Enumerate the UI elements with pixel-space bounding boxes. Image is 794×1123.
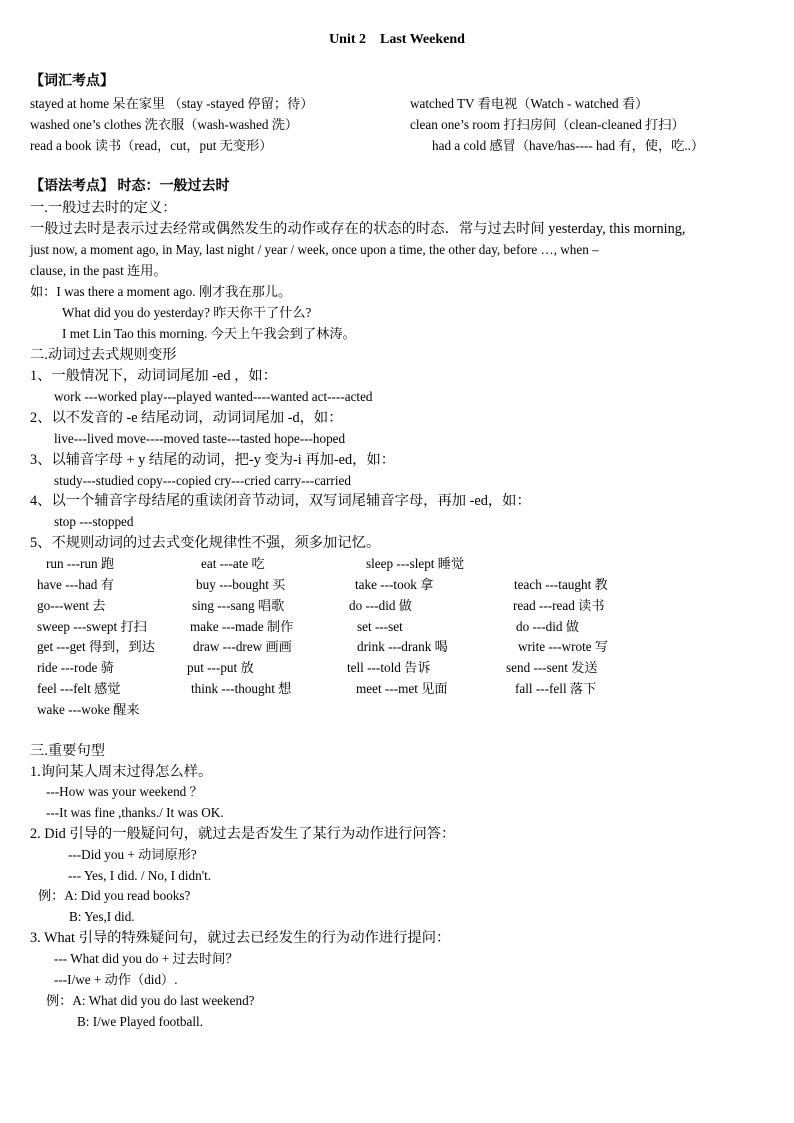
pattern-line: ---I/we + 动作（did）. <box>54 972 178 987</box>
verb-cell: have ---had 有 <box>37 577 114 592</box>
verb-cell: write ---wrote 写 <box>518 639 609 654</box>
verb-cell: go---went 去 <box>37 598 106 613</box>
verb-cell: tell ---told 告诉 <box>347 660 431 675</box>
vocab-item: clean one’s room 打扫房间（clean-cleaned 打扫） <box>410 117 685 132</box>
rule-line: 3、以辅音字母 + y 结尾的动词，把-y 变为-i 再加-ed，如： <box>30 452 396 468</box>
verb-cell: put ---put 放 <box>187 660 254 675</box>
pattern-line: ---It was fine ,thanks./ It was OK. <box>46 805 224 820</box>
verb-cell: teach ---taught 教 <box>514 577 608 592</box>
rule-line: 4、以一个辅音字母结尾的重读闭音节动词，双写词尾辅音字母，再加 -ed，如： <box>30 493 531 509</box>
verb-cell: wake ---woke 醒来 <box>37 702 140 717</box>
verb-cell: ride ---rode 骑 <box>37 660 114 675</box>
verb-cell: meet ---met 见面 <box>356 681 448 696</box>
verb-cell: run ---run 跑 <box>46 556 115 571</box>
pattern-line: --- Yes, I did. / No, I didn't. <box>68 868 212 883</box>
section-title: 一.一般过去时的定义： <box>30 200 177 216</box>
pattern-line: ---Did you + 动词原形? <box>68 847 197 862</box>
pattern-line: --- What did you do + 过去时间？ <box>54 951 239 966</box>
rule-example: stop ---stopped <box>54 514 134 529</box>
definition-line: just now, a moment ago, in May, last night / year / week, once upon a time, the other day, before …, when – <box>30 242 599 257</box>
example-line: I met Lin Tao this morning. 今天上午我会到了林涛。 <box>62 326 356 341</box>
pattern-line: 2. Did 引导的一般疑问句，就过去是否发生了某行为动作进行问答： <box>30 826 456 842</box>
verb-cell: sleep ---slept 睡觉 <box>366 556 465 571</box>
rule-line: 2、以不发音的 -e 结尾动词，动词词尾加 -d，如： <box>30 410 343 426</box>
verb-cell: do ---did 做 <box>349 598 412 613</box>
pattern-line: 3. What 引导的特殊疑问句，就过去已经发生的行为动作进行提问： <box>30 930 451 946</box>
pattern-line: 例：A: What did you do last weekend? <box>46 993 255 1008</box>
verb-cell: make ---made 制作 <box>190 619 294 634</box>
verb-cell: buy ---bought 买 <box>196 577 286 592</box>
verb-cell: take ---took 拿 <box>355 577 434 592</box>
verb-cell: think ---thought 想 <box>191 681 292 696</box>
rule-line: 1、一般情况下，动词词尾加 -ed ，如： <box>30 368 278 384</box>
example-line: 如：I was there a moment ago. 刚才我在那儿。 <box>30 284 292 299</box>
rule-example: live---lived move----moved taste---tasted hope---hoped <box>54 431 346 446</box>
verb-cell: draw ---drew 画画 <box>193 639 292 654</box>
pattern-line: ---How was your weekend ？ <box>46 784 203 799</box>
verb-cell: get ---get 得到，到达 <box>37 639 155 654</box>
section-title: 三.重要句型 <box>30 743 106 759</box>
vocab-item: watched TV 看电视（Watch - watched 看） <box>410 96 649 111</box>
vocab-item: had a cold 感冒（have/has---- had 有，使，吃..） <box>432 138 705 153</box>
rule-example: work ---worked play---played wanted----wanted act----acted <box>54 389 373 404</box>
pattern-line: 1.询问某人周末过得怎么样。 <box>30 764 213 780</box>
definition-line: 一般过去时是表示过去经常或偶然发生的动作或存在的状态的时态．常与过去时间 yesterday, this morning, <box>30 221 686 237</box>
example-line: What did you do yesterday? 昨天你干了什么? <box>62 305 312 320</box>
definition-line: clause, in the past 连用。 <box>30 263 167 278</box>
vocab-header: 【词汇考点】 <box>30 74 114 89</box>
pattern-line: 例：A: Did you read books? <box>38 888 191 903</box>
verb-cell: read ---read 读书 <box>513 598 605 613</box>
verb-cell: drink ---drank 喝 <box>357 639 448 654</box>
rule-example: study---studied copy---copied cry---cried carry---carried <box>54 473 351 488</box>
verb-cell: feel ---felt 感觉 <box>37 681 121 696</box>
pattern-line: B: I/we Played football. <box>77 1014 203 1029</box>
verb-cell: set ---set <box>357 619 403 634</box>
vocab-item: read a book 读书（read，cut，put 无变形） <box>30 138 273 153</box>
verb-cell: do ---did 做 <box>516 619 579 634</box>
verb-cell: sing ---sang 唱歌 <box>192 598 285 613</box>
vocab-item: stayed at home 呆在家里 （stay -stayed 停留；待） <box>30 96 314 111</box>
page-title: Unit 2 Last Weekend <box>329 32 465 47</box>
verb-cell: eat ---ate 吃 <box>201 556 265 571</box>
pattern-line: B: Yes,I did. <box>69 909 135 924</box>
vocab-item: washed one’s clothes 洗衣服（wash-washed 洗） <box>30 117 299 132</box>
rule-line: 5、不规则动词的过去式变化规律性不强，须多加记忆。 <box>30 535 381 551</box>
section-title: 二.动词过去式规则变形 <box>30 347 177 363</box>
grammar-header: 【语法考点】 时态：一般过去时 <box>30 179 230 194</box>
verb-cell: send ---sent 发送 <box>506 660 598 675</box>
verb-cell: fall ---fell 落下 <box>515 681 597 696</box>
verb-cell: sweep ---swept 打扫 <box>37 619 147 634</box>
